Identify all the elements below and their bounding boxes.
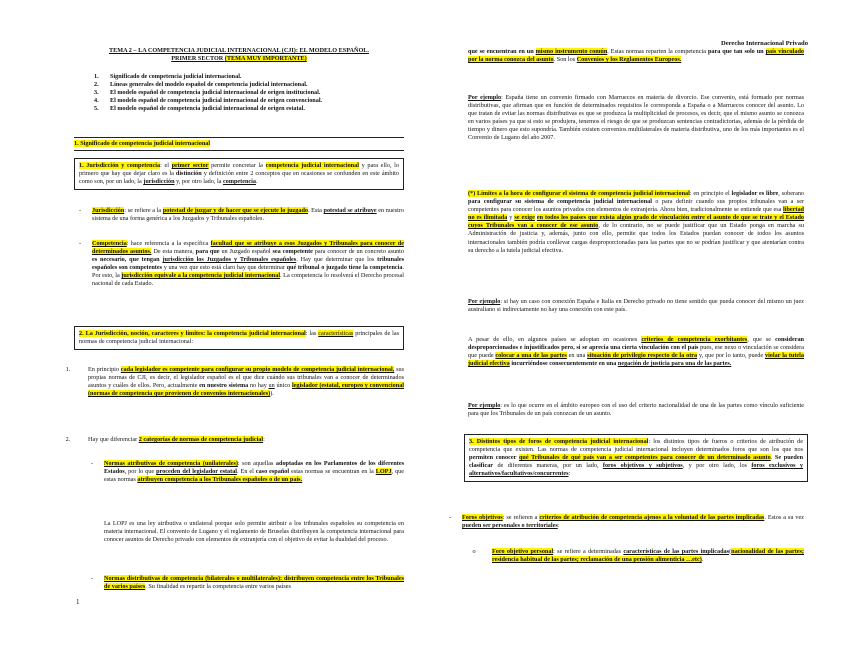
right-page [424,0,848,655]
toc-item-5: 5. El modelo español de competencia judicial internacional de origen estatal. [94,105,305,113]
bullet-jurisdiccion: - Jurisdicción: se refiere a la potestad de juzgar y de hacer que se ejecute lo juzgado. Esta potestad se atribuye en nuestro sistema de una forma genérica a los Juzgados y Tribunales españoles. [78,207,405,223]
page-number: 1 [76,598,80,606]
bullet-normas-distributivas: - Normas distributivas de competencia (bilaterales o multilaterales): distribuyen competencia entre los Tribunales de varios países. Su finalidad es repartir la competencia entre varios países [90,575,404,591]
section-1-heading: 1. Significado de competencia judicial internacional [74,137,404,151]
lopj-paragraph: La LOPJ es una ley atributiva o unilateral porque solo permite atribuir a los tribunales españoles su competencia en materia internacional. El convenio de Lugano y el reglamento de Bruselas distribuyen la competencia internacional para conocer asuntos de Derecho privado con elementos de extranjería con el objetivo de evitar la dualidad del proceso. [104,520,404,544]
document-title: TEMA 2 – LA COMPETENCIA JUDICIAL INTERNACIONAL (CJI): EL MODELO ESPAÑOL. PRIMER SECTOR (TEMA MUY IMPORTANTE) [109,47,369,63]
box-tipos-de-foros: 3. Distintos tipos de foros de competencia judicial internacional: los distintos tipos de fueros o criterios de atribución de competencia que existen. Las normas de competencia judicial internacional incluyen determinados foros que son los que nos permiten conocer qué Tribunales de qué país van a ser competentes para conocer de un determinado asunto. Se pueden clasificar de diferentes maneras, por un lado, foros objetivos y subjetivos, y por otro lado, los foros exclusivos y alternativos/facultativos/concurrentes: [464,434,808,482]
bullet-foros-objetivos: - Foros objetivos: se refieren a criterios de atribución de competencia ajenos a la voluntad de las partes implicadas. Estos a su vez pueden ser personales o territoriales: [448,514,804,530]
example-australia: Por ejemplo: si hay un caso con conexión España e Italia en Derecho privado no tiene sentido que pueda conocer del mismo un juez australiano si indirectamente no hay una conexión con este país. [468,298,804,314]
limites-paragraph: (*) Límites a la hora de configurar el sistema de competencia judicial internacional: en principio el legislador es libre, soberano para configurar su sistema de competencia judicial internacional o para definir cuando sus propios tribunales van a ser competentes para conocer los asuntos privados con elementos de extranjería. Ahora bien, tradicionalmente se entiende que esa libertad no es ilimitada y se exige en todos los países que exista algún grado de vinculación entre el asunto de que se trate y el Estado cuyos Tribunales van a conocer de ese asunto, de lo contrario, no se puede justificar que un Estado ponga en marcha su Administración de justicia y, además, junto con ello, permite que todos los Estados puedan conocer de todos los asuntos internacionales también podría conllevar cargas desproporcionadas para las partes que no se podrían justificar y que atentarían contra su derecho a la tutela judicial efectiva. [468,190,805,254]
box-jurisdiccion-limites: 2. La Jurisdicción, noción, caracteres y límites: la competencia judicial internacional: las características principales de las normas de competencia judicial internacional: [74,326,404,350]
toc-item-2: 2. Líneas generales del modelo español de competencia judicial internacional. [94,81,308,89]
toc-item-3: 3. El modelo español de competencia judicial internacional de origen institucional. [94,89,321,97]
example-nacionalidad: Por ejemplo: es lo que ocurre en el ámbito europeo con el uso del criterio nacionalidad de una de las partes como vínculo suficiente para que los Tribunales de un país conozcan de un asunto. [468,402,804,418]
bullet-competencia: - Competencia: hace referencia a la específica facultad que se atribuye a esos Juzgados y Tribunales para conocer de determinados asuntos. De esta manera, para que un Juzgado español sea competente para conocer de un concreto asunto es necesario, que tengan jurisdicción los Juzgados y Tribunales españoles. Hay que determinar que los tribunales españoles son competentes y una vez que esto está claro hay que determinar qué tribunal o juzgado tiene la competencia. Por esto, la jurisdicción equivale a la competencia judicial internacional. La competencia lo resolverá el Derecho procesal nacional de cada Estado. [78,240,405,288]
toc-item-1: 1. Significado de competencia judicial internacional. [94,73,242,80]
paragraph-distributivas-cont: que se encuentran en un mismo instrumento común. Estas normas reparten la competencia para que tan solo un país vinculado por la norma conozca del asunto. Son los Convenios y los Reglamentos Europeos. [468,48,805,64]
exorbitantes-paragraph: A pesar de ello, en algunos países se adoptan en ocasiones criterios de competencia exorbitantes, que se consideran desproporcionados e injustificados pero, si se aprecia una cierta vinculación con el país pues, ese nexo o vinculación se considera que puede colocar a una de las partes en una situación de privilegio respecto de la otra y, que por lo tanto, puede violar la tutela judicial efectiva incurriéndose consecuentemente en una negación de justicia para una de las partes. [468,336,804,368]
example-marruecos: Por ejemplo: España tiene un convenio firmado con Marruecos en materia de divorcio. Ese convenio, está formado por normas distributivas, que afirman que en función de determinados requisitos le corresponda a España o a Marruecos conocer del asunto. Lo que tratan de evitar las normas distributivas es que se produzca la multiplicidad de procesos, es decir, que el mismo asunto se conozca en varios países ya que si esto se produjera, tenemos el riesgo de que se produzcan sentencias contradictorias, además de la pérdida de tiempo y dinero que esto supondría. También existen convenios multilaterales de materia distributiva, uno de los más importantes es el Convenio de Lugano del año 2007. [468,94,804,142]
bullet-normas-atributivas: - Normas atributivas de competencia (unilaterales): son aquellas adoptadas en los Parlamentos de los diferentes Estados, por lo que proceden del legislador estatal. En el caso español estas normas se encuentran en la LOPJ, que estas normas atribuyen competencia a los Tribunales españoles o de un país. [90,460,404,484]
toc-item-4: 4. El modelo español de competencia judicial internacional de origen convencional. [94,97,323,105]
running-header: Derecho Internacional Privado [720,40,808,47]
sub-bullet-foro-personal: o Foro objetivo personal: se refiere a determinadas características de las partes implicadas nacionalidad de las partes; residencia habitual de las partes; reclamación de una pensión alimenticia …etc). [472,548,804,564]
box-jurisdiccion-competencia: 1. Jurisdicción y competencia: el primer sector permite concretar la competencia judicial internacional y para ello, lo primero que hay que dejar claro es la distinción y definición entre 2 conceptos que en ocasiones se confunden en este ámbito como son, por un lado, la jurisdicción y, por otro lado, la competencia. [74,158,404,190]
numbered-item-1: 1. En principio cada legislador es competente para configurar su propio modelo de competencia judicial internacional, sus propias normas de CJI, es decir, el legislador español es el que dice cuándo sus tribunales van a conocer de determinados asuntos y cuáles de ellos. Pero, actualmente en nuestro sistema no hay un único legislador (estatal, europeo y convencional (normas de competencia que provienen de convenios internacionales)). [65,366,405,398]
numbered-item-2: 2. Hay que diferenciar 2 categorías de normas de competencia judicial: [65,436,265,443]
table-of-contents [74,73,404,113]
